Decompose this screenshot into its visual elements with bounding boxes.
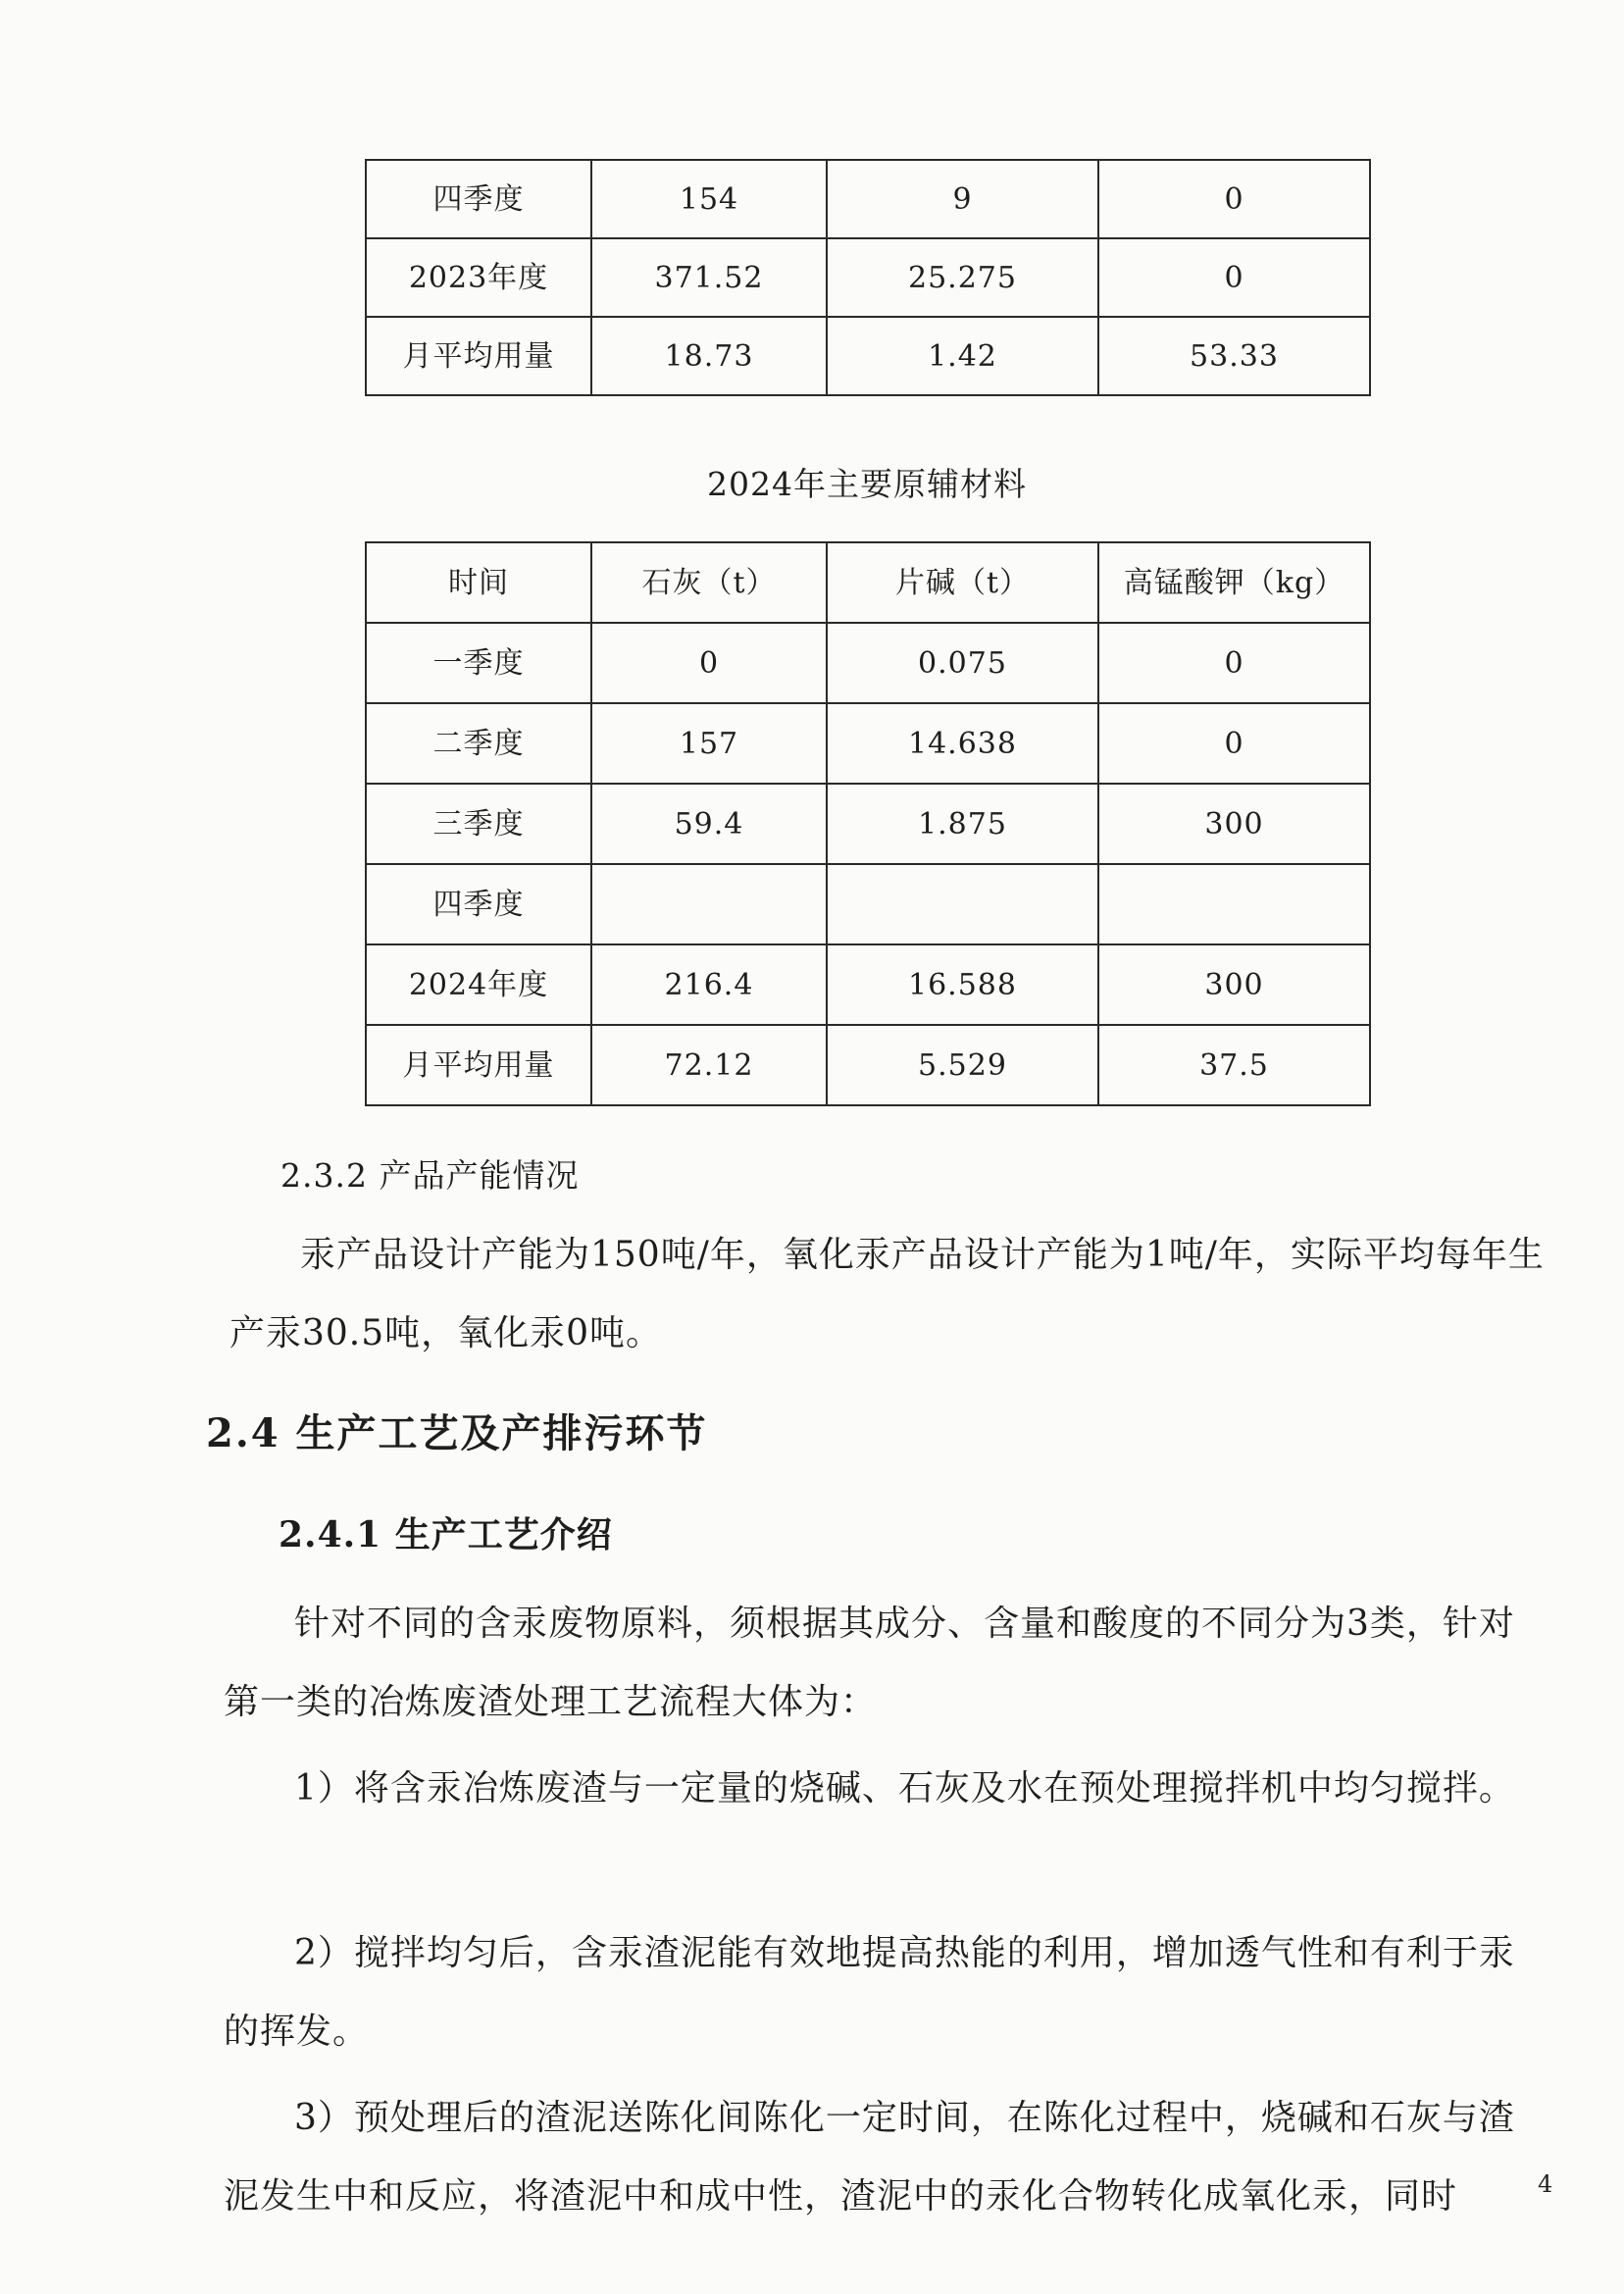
- table-cell: 1.875: [827, 784, 1098, 864]
- materials-table-2023: [365, 159, 1371, 396]
- paragraph-step-3: 3）预处理后的渣泥送陈化间陈化一定时间，在陈化过程中，烧碱和石灰与渣泥发生中和反应，将渣泥中和成中性，渣泥中的汞化合物转化成氧化汞，同时: [224, 2098, 1515, 2217]
- table-cell: 四季度: [366, 864, 591, 944]
- table-row: [366, 160, 1370, 238]
- table-cell: 月平均用量: [366, 317, 591, 395]
- table-cell: [1098, 864, 1370, 944]
- table-cell: [827, 864, 1098, 944]
- paragraph-intro: 针对不同的含汞废物原料，须根据其成分、含量和酸度的不同分为3类，针对第一类的冶炼废渣处理工艺流程大体为：: [224, 1604, 1515, 1722]
- table-row: [366, 703, 1370, 784]
- table-cell: 2023年度: [366, 238, 591, 317]
- table-row: [366, 623, 1370, 703]
- table-cell: 300: [1098, 784, 1370, 864]
- table-row: [366, 784, 1370, 864]
- table-cell: 0: [1098, 160, 1370, 238]
- table-header-row: [366, 542, 1370, 623]
- table-cell: 月平均用量: [366, 1025, 591, 1105]
- table-header-cell: 时间: [366, 542, 591, 623]
- table-header-cell: 片碱（t）: [827, 542, 1098, 623]
- table-cell: 0: [1098, 238, 1370, 317]
- table-header-cell: 石灰（t）: [591, 542, 827, 623]
- table-cell: 59.4: [591, 784, 827, 864]
- table-cell: 157: [591, 703, 827, 784]
- table-row: [366, 317, 1370, 395]
- table-cell: 四季度: [366, 160, 591, 238]
- table-cell: 0.075: [827, 623, 1098, 703]
- table-cell: 5.529: [827, 1025, 1098, 1105]
- table-cell: 三季度: [366, 784, 591, 864]
- table-row: [366, 864, 1370, 944]
- table-cell: [591, 864, 827, 944]
- subsection-heading-2-3-2: 2.3.2 产品产能情况: [280, 1156, 580, 1195]
- table-row: [366, 944, 1370, 1025]
- table-cell: 371.52: [591, 238, 827, 317]
- table-cell: 9: [827, 160, 1098, 238]
- table-cell: 72.12: [591, 1025, 827, 1105]
- section-heading-2-4: 2.4 生产工艺及产排污环节: [206, 1410, 708, 1456]
- subsection-heading-2-4-1: 2.4.1 生产工艺介绍: [279, 1514, 613, 1555]
- table-row: [366, 1025, 1370, 1105]
- table-cell: 16.588: [827, 944, 1098, 1025]
- table-row: [366, 238, 1370, 317]
- table-cell: 1.42: [827, 317, 1098, 395]
- table-header-cell: 高锰酸钾（kg）: [1098, 542, 1370, 623]
- table-cell: 37.5: [1098, 1025, 1370, 1105]
- table-cell: 154: [591, 160, 827, 238]
- paragraph-capacity: 汞产品设计产能为150吨/年，氧化汞产品设计产能为1吨/年，实际平均每年生产汞30.5吨，氧化汞0吨。: [229, 1235, 1545, 1353]
- paragraph-step-2: 2）搅拌均匀后，含汞渣泥能有效地提高热能的利用，增加透气性和有利于汞的挥发。: [224, 1933, 1515, 2052]
- table-cell: 0: [1098, 623, 1370, 703]
- table-cell: 300: [1098, 944, 1370, 1025]
- table-cell: 2024年度: [366, 944, 591, 1025]
- table-cell: 二季度: [366, 703, 591, 784]
- table-cell: 一季度: [366, 623, 591, 703]
- table-caption: 2024年主要原辅材料: [707, 465, 1027, 503]
- table-cell: 53.33: [1098, 317, 1370, 395]
- page-number: 4: [1538, 2170, 1553, 2198]
- table-cell: 25.275: [827, 238, 1098, 317]
- table-cell: 14.638: [827, 703, 1098, 784]
- table-cell: 216.4: [591, 944, 827, 1025]
- table-cell: 18.73: [591, 317, 827, 395]
- table-cell: 0: [591, 623, 827, 703]
- materials-table-2024: [365, 541, 1371, 1106]
- table-cell: 0: [1098, 703, 1370, 784]
- paragraph-step-1: 1）将含汞冶炼废渣与一定量的烧碱、石灰及水在预处理搅拌机中均匀搅拌。: [294, 1768, 1515, 1809]
